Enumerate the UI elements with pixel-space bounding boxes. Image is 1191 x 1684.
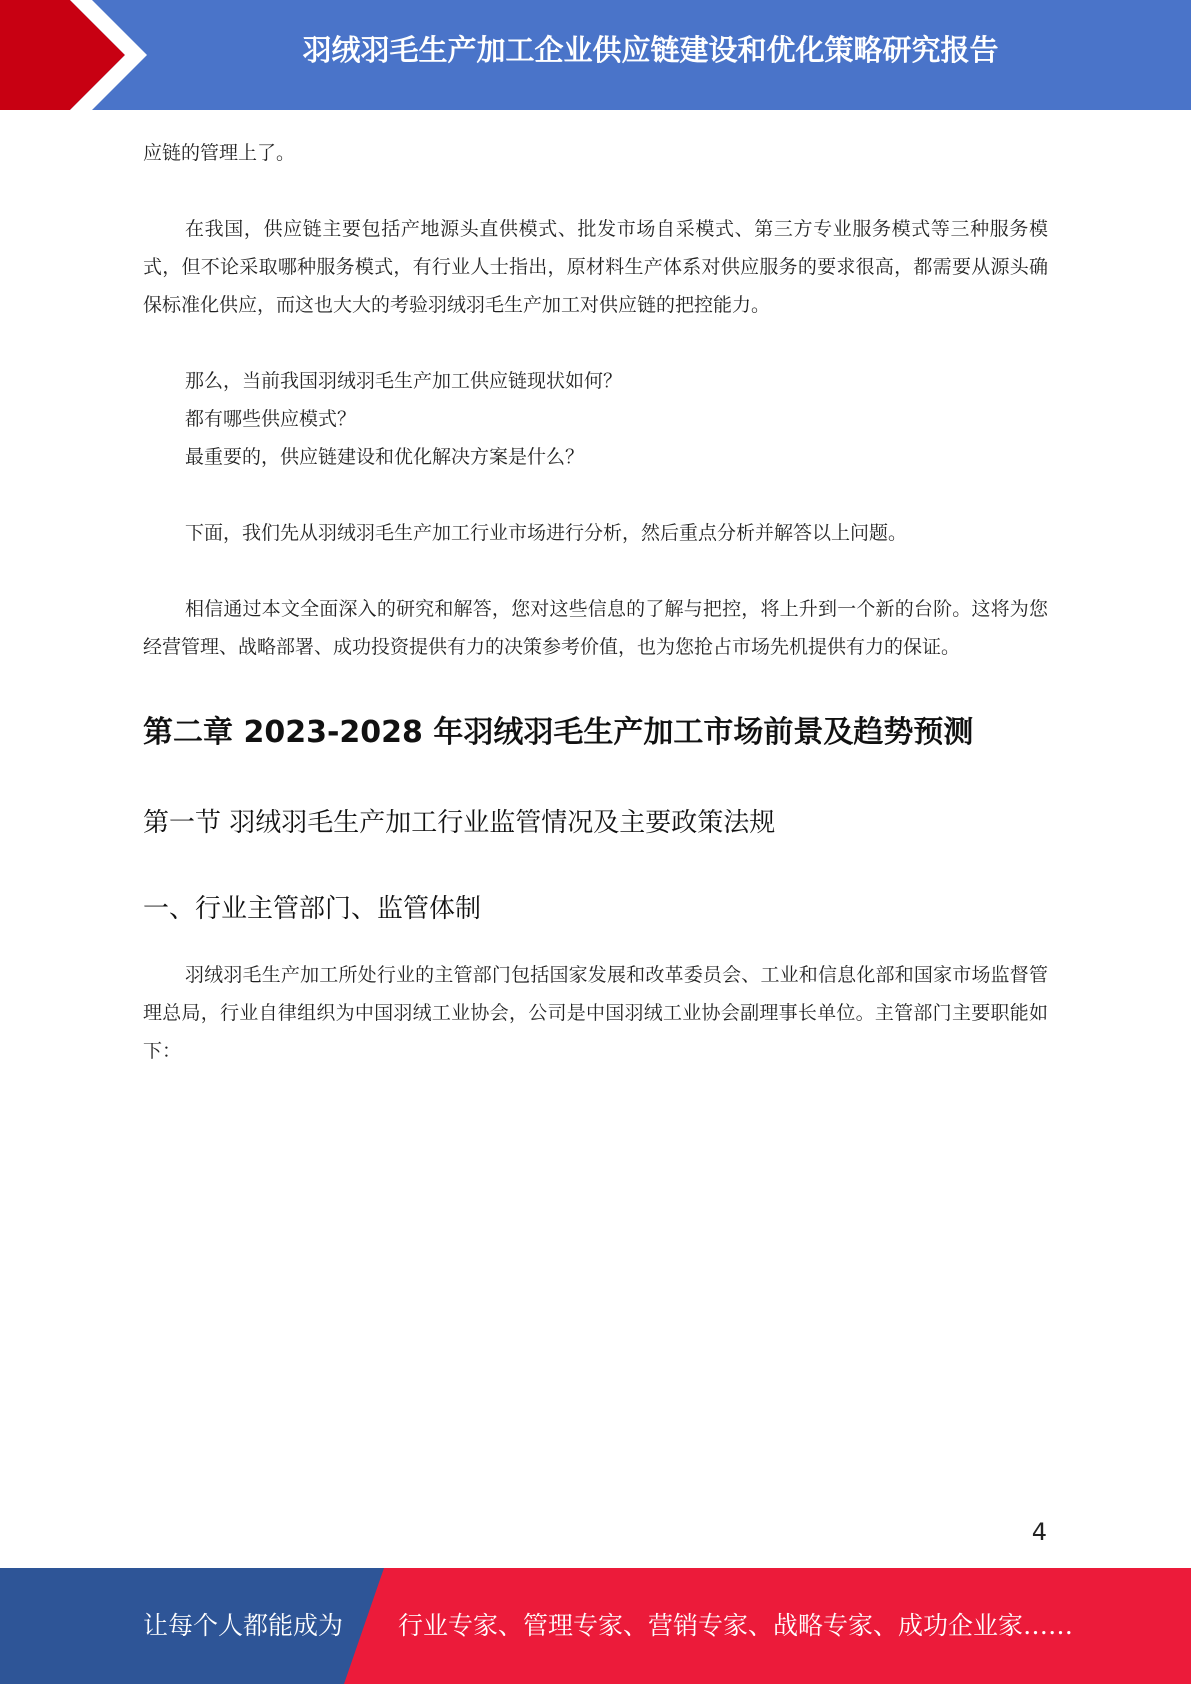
intro-paragraph: 应链的管理上了。 — [143, 142, 296, 164]
report-title: 羽绒羽毛生产加工企业供应链建设和优化策略研究报告 — [302, 33, 999, 67]
page-content — [143, 134, 1048, 1070]
footer-slogan-roles: 行业专家、管理专家、营销专家、战略专家、成功企业家…… — [398, 1611, 1074, 1640]
regulators-paragraph: 羽绒羽毛生产加工所处行业的主管部门包括国家发展和改革委员会、工业和信息化部和国家市场监督管理总局，行业自律组织为中国羽绒工业协会，公司是中国羽绒工业协会副理事长单位。主管部门主要职能如下： — [143, 964, 1048, 1062]
spacer — [143, 476, 1048, 514]
supply-modes-paragraph: 在我国，供应链主要包括产地源头直供模式、批发市场自采模式、第三方专业服务模式等三种服务模式，但不论采取哪种服务模式，有行业人士指出，原材料生产体系对供应服务的要求很高，都需要从源头确保标准化供应，而这也大大的考验羽绒羽毛生产加工对供应链的把控能力。 — [143, 218, 1048, 316]
value-paragraph: 相信通过本文全面深入的研究和解答，您对这些信息的了解与把控，将上升到一个新的台阶。这将为您经营管理、战略部署、成功投资提供有力的决策参考价值，也为您抢占市场先机提供有力的保证。 — [143, 598, 1048, 658]
page-header — [0, 0, 1191, 110]
spacer — [143, 172, 1048, 210]
question-item: 都有哪些供应模式？ — [185, 408, 357, 430]
chapter-heading: 第二章 2023-2028 年羽绒羽毛生产加工市场前景及趋势预测 — [143, 715, 974, 750]
footer-slogan-lead: 让每个人都能成为 — [143, 1611, 344, 1640]
page-number: 4 — [1031, 1518, 1047, 1546]
question-list — [143, 362, 1048, 476]
page-footer — [0, 1568, 1191, 1684]
question-item: 最重要的，供应链建设和优化解决方案是什么？ — [185, 446, 585, 468]
next-steps-paragraph: 下面，我们先从羽绒羽毛生产加工行业市场进行分析，然后重点分析并解答以上问题。 — [185, 522, 908, 544]
section-heading: 第一节 羽绒羽毛生产加工行业监管情况及主要政策法规 — [143, 808, 776, 838]
header-chevron-icon — [0, 0, 160, 110]
spacer — [143, 324, 1048, 362]
spacer — [143, 552, 1048, 590]
subsection-heading: 一、行业主管部门、监管体制 — [143, 894, 482, 924]
question-item: 那么，当前我国羽绒羽毛生产加工供应链现状如何？ — [185, 370, 623, 392]
